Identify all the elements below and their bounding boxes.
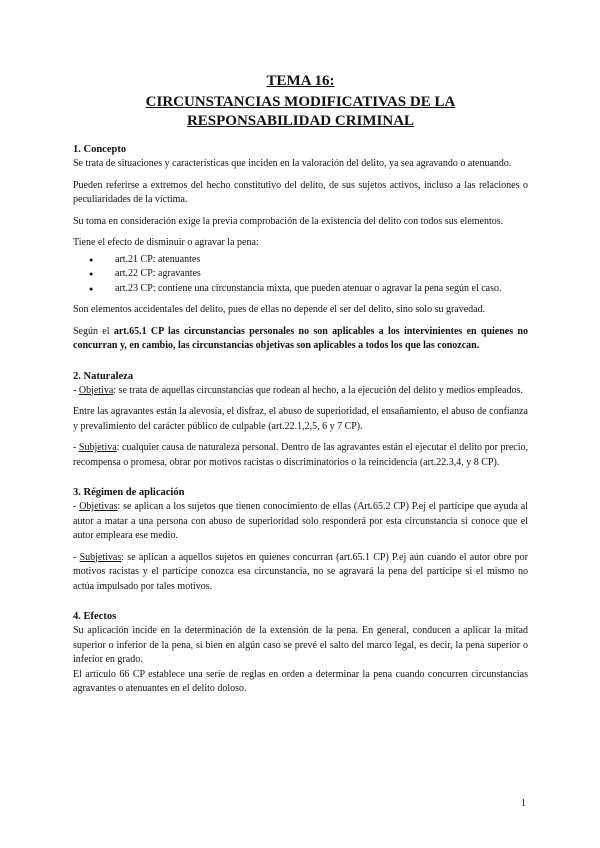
s4-paragraph-2: El artículo 66 CP establece una serie de reglas en orden a determinar la pena cuando concurren circunstancias agravantes o atenuantes en el delito doloso. [73, 668, 528, 694]
dash: - [73, 551, 80, 563]
s1-p6-lead: Según el [73, 325, 114, 337]
document-title [73, 72, 528, 131]
section-3-heading: 3. Régimen de aplicación [73, 487, 185, 498]
s1-paragraph-5: Son elementos accidentales del delito, pues de ellas no depende el ser del delito, sino solo su gravedad. [73, 304, 486, 315]
title-line-1: TEMA 16: [266, 73, 335, 89]
term-subjetivas: Subjetivas [79, 551, 122, 563]
s2-paragraph-1 [73, 384, 528, 399]
page-number: 1 [521, 798, 526, 809]
s4-paragraph-1: Su aplicación incide en la determinación de la extensión de la pena. En general, conducen a aplicar la mitad superior o inferior de la pena, si bien en algún caso se prevé el salto del marco legal, es decir, la pena superior o inferior en grado. [73, 625, 528, 665]
dash: - [73, 384, 79, 396]
list-item: ● art.21 CP: atenuantes [103, 253, 528, 268]
document-page [73, 72, 528, 704]
s1-bullet-list [73, 253, 528, 297]
term-objetivas: Objetivas [79, 501, 118, 512]
section-2-heading: 2. Naturaleza [73, 370, 134, 382]
s3-paragraph-2 [73, 551, 528, 595]
s1-paragraph-1: Se trata de situaciones y características que inciden en la valoración del delito, ya sea agravando o atenuando. [73, 158, 512, 169]
section-4-heading: 4. Efectos [73, 611, 117, 622]
s2-paragraph-3 [73, 441, 528, 470]
term-subjetiva: Subjetiva [78, 442, 117, 453]
s1-paragraph-3: Su toma en consideración exige la previa comprobación de la existencia del delito con todos sus elementos. [73, 215, 504, 227]
list-item: ● art.22 CP: agravantes [103, 267, 528, 282]
s1-p6-bold: art.65.1 CP las circunstancias personales no son aplicables a los intervinientes en quienes no concurran y, en cambio, las circunstancias objetivas son aplicables a todos los que las conozcan. [73, 325, 528, 351]
s3-paragraph-1 [73, 500, 528, 544]
term-objetiva: Objetiva [78, 384, 114, 396]
s2-p1-text: : se trata de aquellas circunstancias que rodean al hecho, a la ejecución del delito y medios empleados. [113, 384, 523, 396]
s3-p1-text: : se aplican a los sujetos que tienen conocimiento de ellas (Art.65.2 CP) P.ej el partícipe que ayuda al autor a matar a una persona con abuso de superioridad solo responderá por esta circunstancia si conoce que el autor empleara ese medio. [73, 501, 528, 541]
list-item: ● art.23 CP: contiene una circunstancia mixta, que pueden atenuar o agravar la pena según el caso. [103, 282, 528, 297]
dash: - [73, 442, 79, 453]
s3-p2-text: : se aplican a aquellos sujetos en quienes concurran (art.65.1 CP) P.ej aún cuando el autor obre por motivos racistas y el partícipe conozca esa circunstancia, no se agravará la pena del partícipe si el mismo no actúa impulsado por tales motivos. [73, 551, 528, 592]
dash: - [73, 501, 80, 512]
title-line-2: CIRCUNSTANCIAS MODIFICATIVAS DE LA RESPONSABILIDAD CRIMINAL [145, 94, 456, 129]
s1-paragraph-6 [73, 325, 528, 354]
s1-paragraph-2: Pueden referirse a extremos del hecho constitutivo del delito, de sus sujetos activos, incluso a las relaciones o peculiaridades de la víctima. [73, 179, 528, 205]
s2-paragraph-2: Entre las agravantes están la alevosía, el disfraz, el abuso de superioridad, el ensañamiento, el abuso de confianza y prevalimiento del carácter público de culpable (art.22.1,2,5, 6 y 7 CP). [73, 406, 528, 432]
section-1-heading: 1. Concepto [73, 144, 127, 155]
s2-p3-text: : cualquier causa de naturaleza personal. Dentro de las agravantes están el ejecutar el delito por precio, recompensa o promesa, obrar por motivos racistas o discriminatorios o la reincidencia (art.22.3,4, y 8 CP). [73, 442, 528, 468]
s1-paragraph-4: Tiene el efecto de disminuir o agravar la pena: [73, 237, 259, 248]
